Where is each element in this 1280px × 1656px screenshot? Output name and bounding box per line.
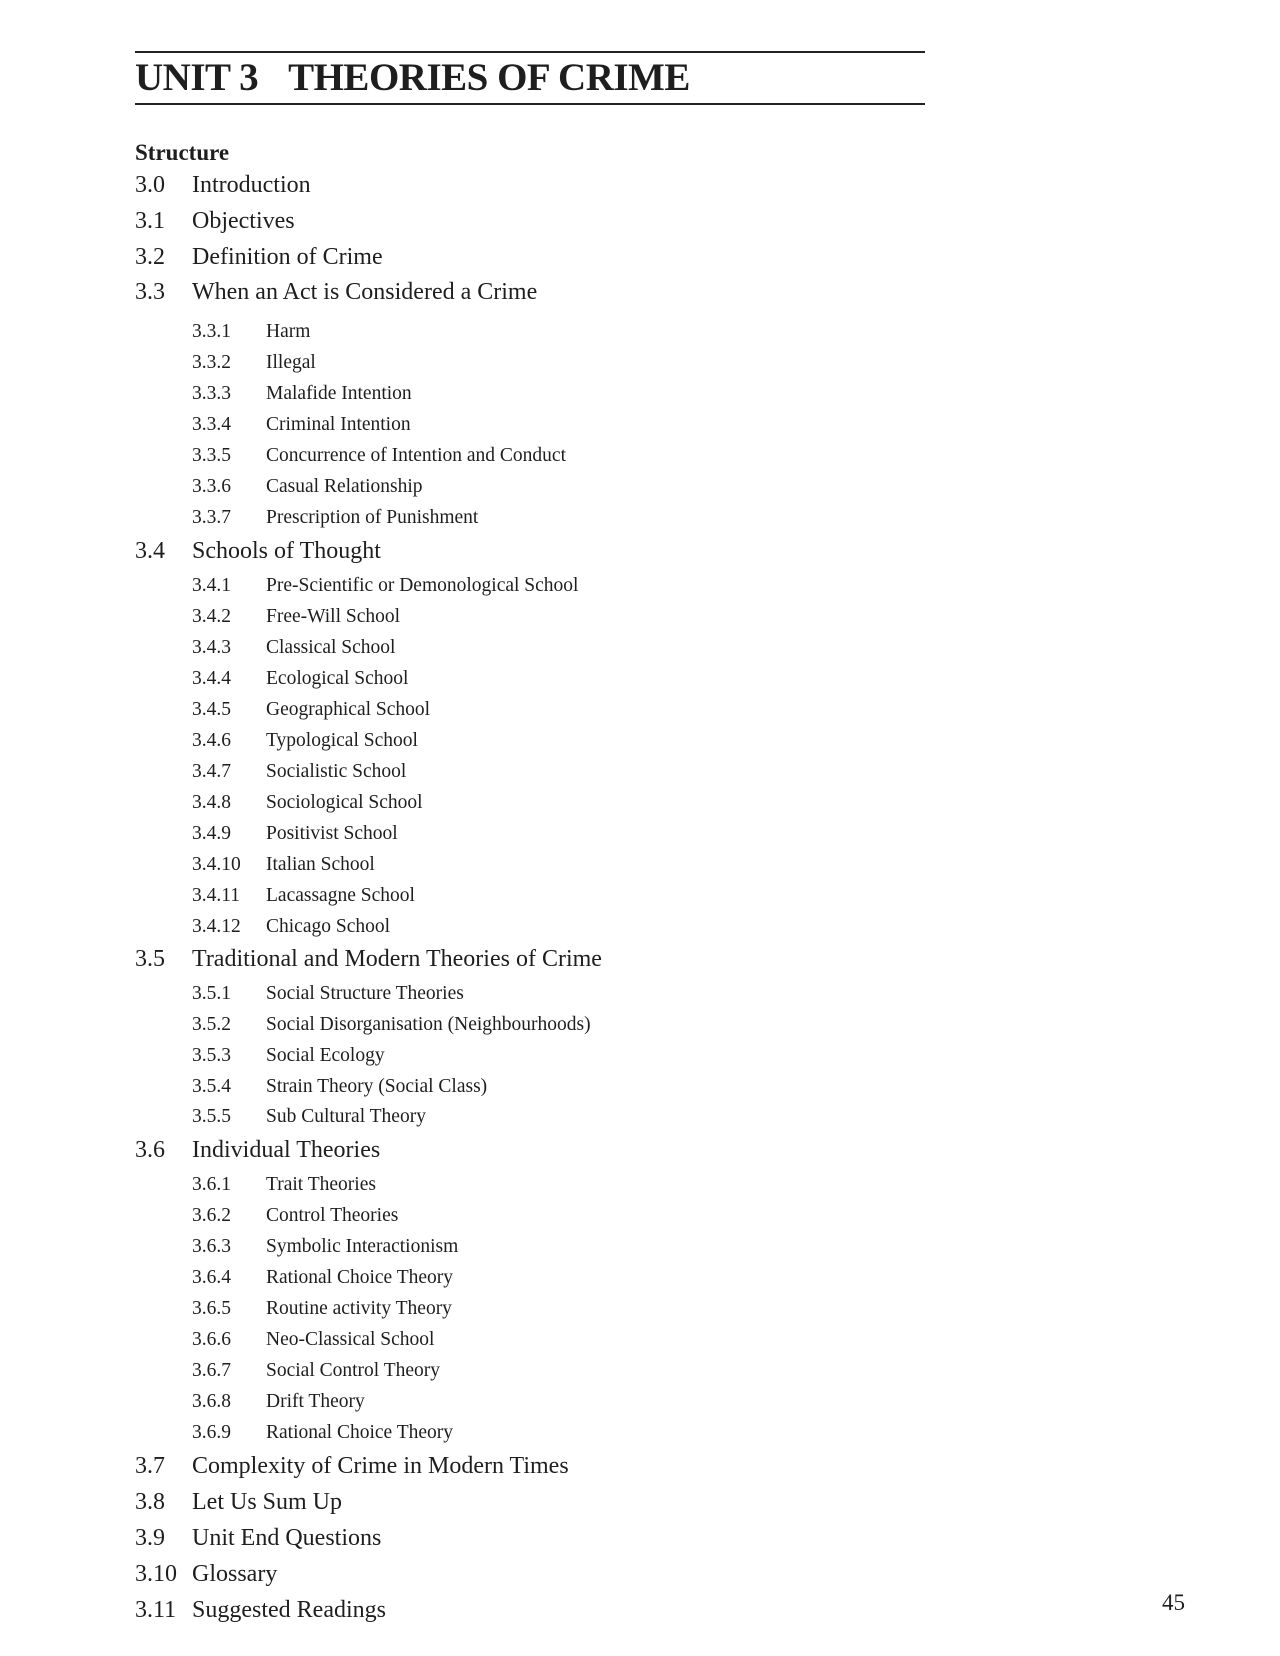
toc-label: Unit End Questions	[192, 1525, 382, 1551]
toc-label: Social Disorganisation (Neighbourhoods)	[266, 1014, 591, 1035]
toc-entry-3-0[interactable]	[135, 170, 311, 200]
toc-entry-3-2[interactable]	[135, 242, 383, 272]
toc-label: Definition of Crime	[192, 244, 383, 270]
toc-entry-3-6-9[interactable]	[192, 1420, 453, 1446]
toc-entry-3-6[interactable]	[135, 1135, 380, 1165]
toc-entry-3-6-1[interactable]	[192, 1172, 376, 1198]
toc-entry-3-4-8[interactable]	[192, 790, 423, 816]
toc-entry-3-6-7[interactable]	[192, 1358, 440, 1384]
toc-number: 3.4.8	[192, 792, 231, 813]
toc-entry-3-5-4[interactable]	[192, 1074, 487, 1100]
toc-entry-3-8[interactable]	[135, 1487, 342, 1517]
toc-entry-3-3-5[interactable]	[192, 443, 566, 469]
toc-entry-3-9[interactable]	[135, 1523, 381, 1553]
toc-label: Let Us Sum Up	[192, 1489, 342, 1515]
toc-entry-3-7[interactable]	[135, 1451, 569, 1481]
toc-label: Casual Relationship	[266, 476, 423, 497]
toc-number: 3.8	[135, 1489, 165, 1515]
toc-label: Geographical School	[266, 699, 431, 720]
toc-label: Introduction	[192, 172, 311, 198]
toc-entry-3-3-7[interactable]	[192, 505, 478, 531]
toc-entry-3-3-4[interactable]	[192, 412, 411, 438]
page-number: 45	[1162, 1590, 1185, 1615]
toc-label: Socialistic School	[266, 761, 407, 782]
toc-entry-3-4-4[interactable]	[192, 666, 408, 692]
toc-entry-3-6-6[interactable]	[192, 1327, 434, 1353]
toc-entry-3-5-2[interactable]	[192, 1012, 591, 1038]
toc-entry-3-6-4[interactable]	[192, 1265, 453, 1291]
toc-number: 3.3.2	[192, 352, 231, 373]
toc-entry-3-1[interactable]	[135, 206, 295, 236]
toc-entry-3-3-2[interactable]	[192, 350, 316, 376]
toc-entry-3-6-8[interactable]	[192, 1389, 365, 1415]
toc-number: 3.4.2	[192, 606, 231, 627]
toc-label: Sub Cultural Theory	[266, 1106, 426, 1127]
toc-number: 3.7	[135, 1453, 165, 1479]
toc-number: 3.6.4	[192, 1267, 231, 1288]
toc-label: Rational Choice Theory	[266, 1422, 454, 1443]
toc-entry-3-5[interactable]	[135, 944, 602, 974]
toc-entry-3-3[interactable]	[135, 277, 537, 307]
toc-number: 3.1	[135, 208, 165, 234]
toc-entry-3-4-11[interactable]	[192, 883, 415, 909]
toc-number: 3.4.5	[192, 699, 231, 720]
toc-label: Social Ecology	[266, 1045, 385, 1066]
toc-entry-3-6-5[interactable]	[192, 1296, 452, 1322]
toc-label: Chicago School	[266, 916, 391, 937]
toc-number: 3.4.6	[192, 730, 231, 751]
toc-entry-3-4-1[interactable]	[192, 573, 578, 599]
toc-number: 3.6.7	[192, 1360, 231, 1381]
toc-number: 3.5	[135, 946, 165, 972]
toc-number: 3.4.4	[192, 668, 231, 689]
toc-number: 3.4.9	[192, 823, 231, 844]
toc-number: 3.3.6	[192, 476, 231, 497]
toc-number: 3.5.5	[192, 1106, 231, 1127]
toc-number: 3.4.7	[192, 761, 231, 782]
toc-number: 3.6.6	[192, 1329, 231, 1350]
toc-number: 3.4.3	[192, 637, 231, 658]
toc-number: 3.5.4	[192, 1076, 231, 1097]
toc-entry-3-4-12[interactable]	[192, 914, 390, 940]
toc-label: Pre-Scientific or Demonological School	[266, 575, 579, 596]
toc-number: 3.3.7	[192, 507, 231, 528]
toc-number: 3.4.10	[192, 854, 241, 875]
toc-label: Strain Theory (Social Class)	[266, 1076, 488, 1097]
toc-entry-3-6-3[interactable]	[192, 1234, 458, 1260]
toc-number: 3.4	[135, 538, 165, 564]
toc-entry-3-5-5[interactable]	[192, 1104, 426, 1130]
toc-number: 3.3.3	[192, 383, 231, 404]
toc-entry-3-3-1[interactable]	[192, 319, 310, 345]
toc-number: 3.11	[135, 1597, 177, 1623]
toc-label: Drift Theory	[266, 1391, 365, 1412]
toc-number: 3.6.8	[192, 1391, 231, 1412]
toc-label: Social Control Theory	[266, 1360, 441, 1381]
toc-label: Ecological School	[266, 668, 409, 689]
toc-label: Routine activity Theory	[266, 1298, 452, 1319]
toc-number: 3.6.2	[192, 1205, 231, 1226]
toc-number: 3.6.5	[192, 1298, 231, 1319]
toc-number: 3.3.4	[192, 414, 231, 435]
toc-number: 3.5.2	[192, 1014, 231, 1035]
toc-number: 3.3.5	[192, 445, 231, 466]
toc-entry-3-10[interactable]	[135, 1559, 277, 1589]
toc-entry-3-5-1[interactable]	[192, 981, 464, 1007]
toc-label: Glossary	[192, 1561, 278, 1587]
toc-label: Concurrence of Intention and Conduct	[266, 445, 566, 466]
toc-label: Traditional and Modern Theories of Crime	[192, 946, 602, 972]
toc-label: Lacassagne School	[266, 885, 415, 906]
toc-label: Suggested Readings	[192, 1597, 386, 1623]
toc-label: Control Theories	[266, 1205, 399, 1226]
toc-number: 3.4.11	[192, 885, 241, 906]
toc-entry-3-3-3[interactable]	[192, 381, 412, 407]
toc-label: Positivist School	[266, 823, 398, 844]
toc-number: 3.9	[135, 1525, 165, 1551]
toc-label: Rational Choice Theory	[266, 1267, 454, 1288]
toc-entry-3-6-2[interactable]	[192, 1203, 398, 1229]
toc-label: Complexity of Crime in Modern Times	[192, 1453, 569, 1479]
toc-label: Prescription of Punishment	[266, 507, 479, 528]
toc-entry-3-4-7[interactable]	[192, 759, 406, 785]
toc-label: Criminal Intention	[266, 414, 411, 435]
toc-entry-3-3-6[interactable]	[192, 474, 423, 500]
structure-heading: Structure	[135, 140, 230, 165]
toc-label: Trait Theories	[266, 1174, 376, 1195]
toc-number: 3.5.1	[192, 983, 231, 1004]
toc-number: 3.6.9	[192, 1422, 231, 1443]
toc-entry-3-4-2[interactable]	[192, 604, 400, 630]
toc-number: 3.3.1	[192, 321, 231, 342]
toc-entry-3-4-10[interactable]	[192, 852, 375, 878]
toc-label: Sociological School	[266, 792, 423, 813]
toc-number: 3.5.3	[192, 1045, 231, 1066]
toc-number: 3.6.3	[192, 1236, 231, 1257]
toc-label: Schools of Thought	[192, 538, 381, 564]
toc-label: Symbolic Interactionism	[266, 1236, 459, 1257]
toc-entry-3-4-3[interactable]	[192, 635, 395, 661]
toc-label: Free-Will School	[266, 606, 401, 627]
toc-label: Neo-Classical School	[266, 1329, 435, 1350]
toc-number: 3.10	[135, 1561, 177, 1587]
toc-label: Malafide Intention	[266, 383, 412, 404]
toc-number: 3.6.1	[192, 1174, 231, 1195]
toc-number: 3.6	[135, 1137, 165, 1163]
toc-entry-3-4-6[interactable]	[192, 728, 418, 754]
toc-entry-3-4[interactable]	[135, 536, 381, 566]
toc-label: Objectives	[192, 208, 295, 234]
toc-label: Social Structure Theories	[266, 983, 464, 1004]
toc-number: 3.2	[135, 244, 165, 270]
toc-entry-3-4-9[interactable]	[192, 821, 398, 847]
toc-number: 3.4.12	[192, 916, 241, 937]
toc-label: Classical School	[266, 637, 396, 658]
toc-label: Typological School	[266, 730, 418, 751]
toc-label: Individual Theories	[192, 1137, 381, 1163]
toc-label: When an Act is Considered a Crime	[192, 279, 538, 305]
toc-entry-3-5-3[interactable]	[192, 1043, 385, 1069]
toc-entry-3-11[interactable]	[135, 1595, 386, 1625]
unit-label: UNIT 3	[135, 56, 259, 99]
toc-number: 3.3	[135, 279, 165, 305]
toc-label: Italian School	[266, 854, 375, 875]
toc-entry-3-4-5[interactable]	[192, 697, 430, 723]
toc-number: 3.4.1	[192, 575, 231, 596]
unit-title-text: THEORIES OF CRIME	[288, 56, 690, 99]
toc-label: Harm	[266, 321, 311, 342]
toc-label: Illegal	[266, 352, 316, 373]
toc-number: 3.0	[135, 172, 165, 198]
